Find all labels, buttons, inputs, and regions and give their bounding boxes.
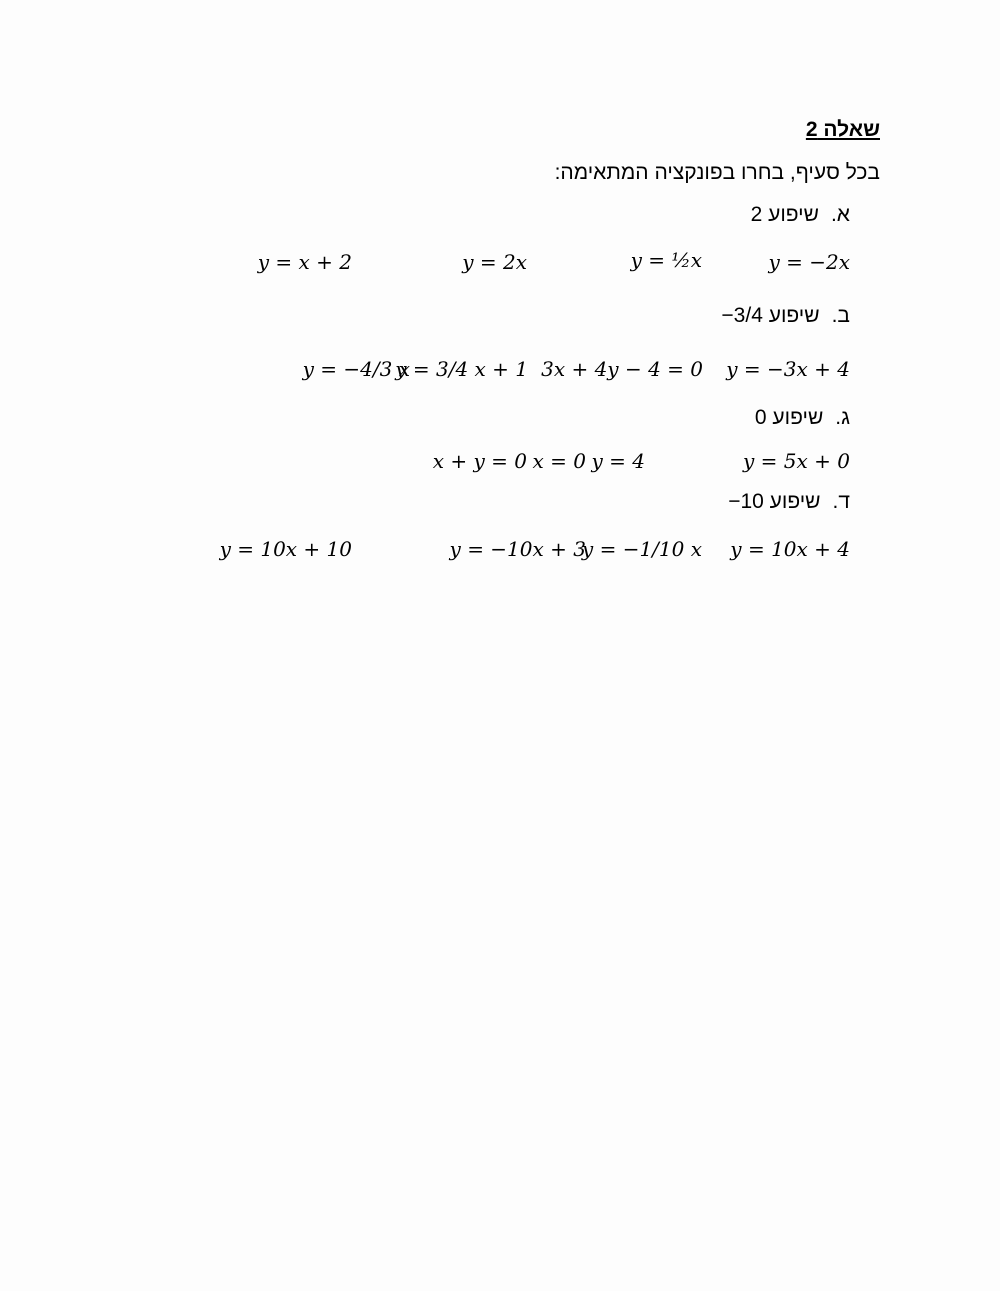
section-a-option-3[interactable] bbox=[462, 250, 527, 274]
section-c-slope: 0 bbox=[754, 406, 767, 429]
section-c-label: שיפוע bbox=[772, 406, 824, 429]
section-c-heading bbox=[755, 406, 850, 430]
section-c-option-1-text: y = 5x + 0 bbox=[743, 449, 850, 473]
section-b-letter: ב. bbox=[831, 304, 850, 327]
question-instructions: בכל סעיף, בחרו בפונקציה המתאימה: bbox=[554, 161, 880, 184]
section-d-option-2[interactable] bbox=[582, 537, 702, 561]
section-a-option-4[interactable] bbox=[258, 250, 352, 274]
section-c-option-3-text: x = 0 bbox=[532, 449, 586, 473]
section-d-option-4[interactable] bbox=[220, 537, 352, 561]
section-a-label: שיפוע bbox=[768, 203, 819, 226]
section-a-option-3-text: y = 2x bbox=[462, 250, 527, 274]
section-c-option-1[interactable] bbox=[743, 449, 850, 473]
section-d-letter: ד. bbox=[832, 490, 850, 513]
question-title: שאלה 2 bbox=[805, 118, 880, 141]
section-b-option-3-text: y = 3/4 x + 1 bbox=[395, 357, 528, 381]
section-b-slope: −3/4 bbox=[721, 304, 763, 327]
section-c-option-2-text: y = 4 bbox=[591, 449, 645, 473]
section-d-option-3[interactable] bbox=[450, 537, 586, 561]
section-b-option-3[interactable] bbox=[395, 357, 528, 381]
section-c-option-4-text: x + y = 0 bbox=[432, 449, 527, 473]
section-b-option-4-text: y = −4/3 x bbox=[302, 357, 410, 381]
section-d-heading bbox=[728, 490, 850, 514]
section-c-option-3[interactable] bbox=[533, 449, 586, 473]
section-a-option-2[interactable] bbox=[631, 248, 702, 272]
section-b-option-2-text: 3x + 4y − 4 = 0 bbox=[541, 357, 703, 381]
section-d-option-2-text: y = −1/10 x bbox=[581, 537, 702, 561]
section-d-option-1[interactable] bbox=[730, 537, 850, 561]
section-a-slope: 2 bbox=[750, 203, 763, 226]
section-d-slope: −10 bbox=[728, 490, 764, 513]
section-c-option-2[interactable] bbox=[592, 449, 646, 473]
section-b-heading bbox=[721, 304, 850, 328]
section-b-option-1[interactable] bbox=[726, 357, 850, 381]
section-b-option-1-text: y = −3x + 4 bbox=[726, 357, 850, 381]
section-d-option-1-text: y = 10x + 4 bbox=[730, 537, 850, 561]
section-a-option-1[interactable] bbox=[768, 250, 850, 274]
section-b-option-2[interactable] bbox=[541, 357, 703, 381]
section-c-option-4[interactable] bbox=[433, 449, 527, 473]
section-a-heading bbox=[751, 203, 850, 227]
section-d-option-3-text: y = −10x + 3 bbox=[449, 537, 586, 561]
section-b-label: שיפוע bbox=[768, 304, 820, 327]
section-d-option-4-text: y = 10x + 10 bbox=[219, 537, 352, 561]
section-a-option-1-text: y = −2x bbox=[768, 250, 850, 274]
section-a-option-2-text: y = ½x bbox=[630, 248, 702, 272]
section-d-label: שיפוע bbox=[769, 490, 821, 513]
section-b-option-4[interactable] bbox=[303, 357, 410, 381]
section-a-letter: א. bbox=[830, 203, 850, 226]
section-c-letter: ג. bbox=[835, 406, 850, 429]
section-a-option-4-text: y = x + 2 bbox=[257, 250, 352, 274]
